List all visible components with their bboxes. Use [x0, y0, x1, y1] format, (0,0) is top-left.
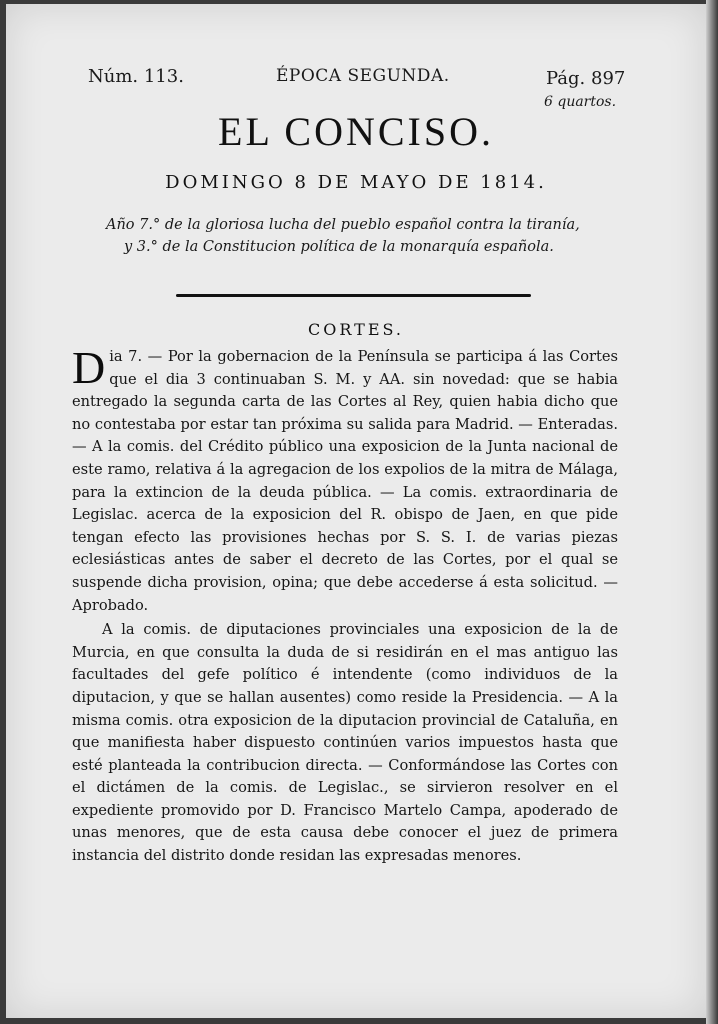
epoch-label: ÉPOCA SEGUNDA.: [276, 66, 450, 86]
issue-date: DOMINGO 8 DE MAYO DE 1814.: [165, 172, 547, 193]
article-body: [72, 342, 618, 868]
paragraph-2: A la comis. de diputaciones provinciales una exposicion de la de Murcia, en que consulta la duda de si residirán en el mas antiguo las facultades del gefe político é intendente (como individuos de la diputacion, y que se hallan ausentes) como reside la Presidencia. — A la misma comis. otra exposicion de la diputacion provincial de Cataluña, en que manifiesta haber dispuesto continúen varios impuestos hasta que esté planteada la contribucion directa. — Conformándose las Cortes con el dictámen de la comis. de Legislac., se sirvieron resolver en el expediente promovido por D. Francisco Martelo Campa, apoderado de unas menores, que de esta causa debe conocer el juez de primera instancia del distrito donde residan las expresadas menores.: [72, 621, 618, 865]
motto: [106, 214, 626, 258]
page-header: [6, 62, 706, 110]
newspaper-title: EL CONCISO.: [218, 109, 494, 154]
divider-rule: [176, 294, 531, 297]
motto-line-1: Año 7.° de la gloriosa lucha del pueblo español contra la tiranía,: [106, 217, 580, 233]
motto-line-2: y 3.° de la Constitucion política de la monarquía española.: [124, 239, 554, 255]
drop-cap: D: [72, 342, 106, 393]
issue-number: Núm. 113.: [88, 66, 184, 87]
price-label: 6 quartos.: [544, 94, 617, 110]
paragraph-1-text: ia 7. — Por la gobernacion de la Península se participa á las Cortes que el dia 3 continuaban S. M. y AA. sin novedad: que se habia entregado la segunda carta de las Cortes al Rey, quien habia dicho que no contestaba por estar tan próxima su salida para Madrid. — Enteradas. — A la comis. del Crédito público una exposicion de la Junta nacional de este ramo, relativa á la agregacion de los expolios de la mitra de Málaga, para la extincion de la deuda pública. — La comis. extraordinaria de Legislac. acerca de la exposicion del R. obispo de Jaen, en que pide tengan efecto las provisiones hechas por S. S. I. de varias piezas eclesiásticas antes de saber el decreto de las Cortes, por el qual se suspende dicha provision, opina; que debe accederse á esta solicitud. — Aprobado.: [72, 348, 618, 614]
newspaper-page: [6, 4, 706, 1018]
paragraph-1: [72, 342, 618, 617]
page-number: Pág. 897: [546, 68, 626, 89]
page-edge-shadow: [706, 0, 718, 1024]
section-heading: CORTES.: [308, 320, 404, 339]
